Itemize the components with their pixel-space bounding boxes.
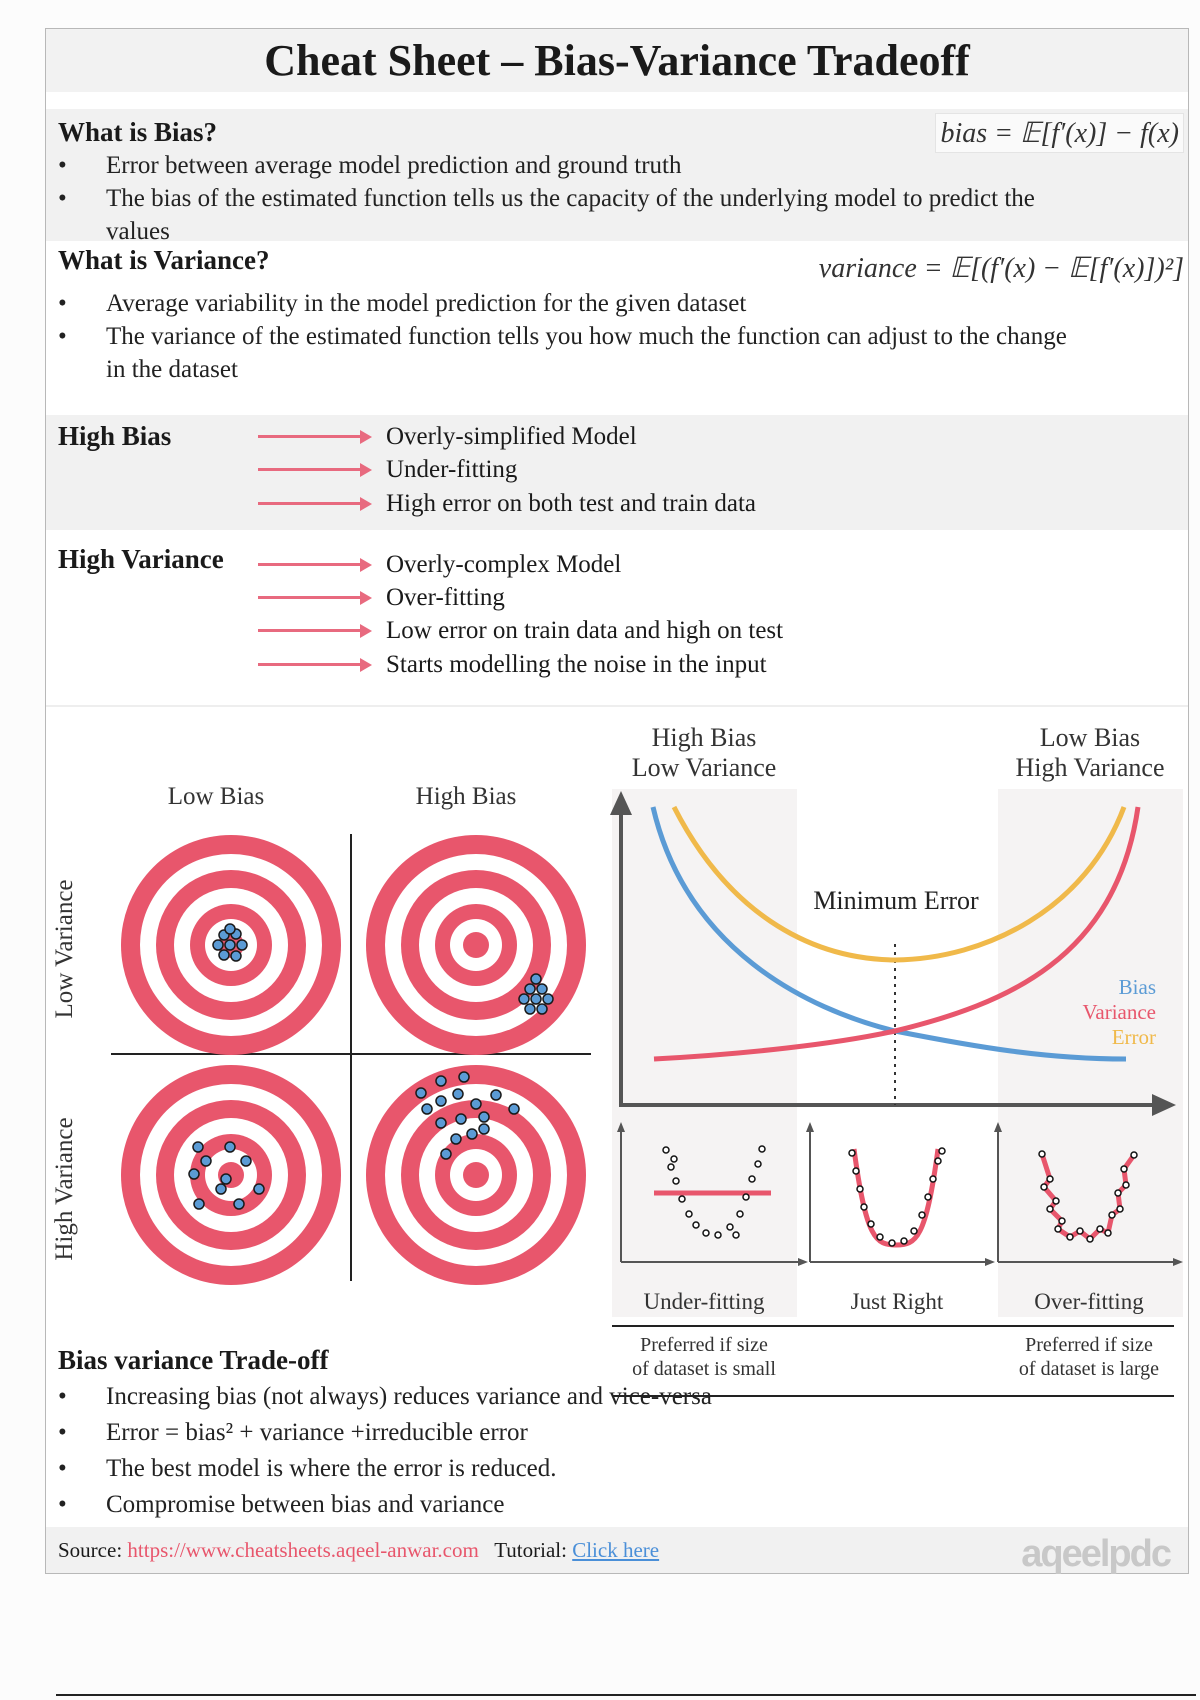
note-large-1: Preferred if size: [1025, 1334, 1153, 1356]
target-high-bias-high-variance: [366, 1065, 586, 1285]
tutorial-label: Tutorial:: [494, 1538, 567, 1562]
col-label-low-bias: Low Bias: [167, 783, 265, 810]
minimum-error-annotation: Minimum Error: [813, 886, 979, 915]
left-shade: [612, 789, 797, 1317]
arrow-icon: [258, 596, 368, 599]
tutorial-link[interactable]: Click here: [572, 1538, 660, 1562]
tradeoff-bullet: • The best model is where the error is reduced.: [58, 1451, 1118, 1487]
mini-plot-just-right: [806, 1122, 995, 1266]
legend-bias: Bias: [1118, 975, 1156, 999]
variance-bullet: • Average variability in the model prediction for the given dataset: [58, 287, 1068, 320]
variance-formula: variance = 𝔼[(f′(x) − 𝔼[f′(x)])²]: [818, 253, 1184, 284]
divider: [46, 705, 1188, 707]
tradeoff-bullets: [58, 1379, 1118, 1523]
fit-label-overfitting: Over-fitting: [1034, 1289, 1144, 1314]
variance-heading: What is Variance?: [58, 245, 270, 275]
note-small-1: Preferred if size: [640, 1334, 768, 1356]
variance-bullet: • The variance of the estimated function tells you how much the function can adjust to the change in the dataset: [58, 320, 1068, 386]
left-region-header-2: Low Variance: [631, 753, 777, 782]
high-variance-label: High Variance: [58, 544, 224, 574]
arrow-icon: [258, 563, 368, 566]
source-label: Source:: [58, 1538, 123, 1562]
arrow-icon: [258, 629, 368, 632]
tradeoff-bullet: • Increasing bias (not always) reduces variance and vice-versa: [58, 1379, 1118, 1415]
legend-variance: Variance: [1082, 1000, 1156, 1024]
fit-label-just-right: Just Right: [850, 1289, 944, 1314]
arrow-icon: [258, 468, 368, 471]
logo: aqeelpdc: [1021, 1533, 1170, 1575]
tradeoff-bullet: • Compromise between bias and variance: [58, 1487, 1118, 1523]
page-title: Cheat Sheet – Bias-Variance Tradeoff: [46, 29, 1188, 92]
arrow-icon: [258, 435, 368, 438]
arrow-icon: [258, 663, 368, 666]
note-large-2: of dataset is large: [1018, 1358, 1160, 1380]
left-region-header-1: High Bias: [651, 723, 757, 752]
bias-bullet: • The bias of the estimated function tells us the capacity of the underlying model to predict the values: [58, 182, 1068, 248]
cheat-sheet: Cheat Sheet – Bias-Variance Tradeoff What is Bias? bias = 𝔼[f′(x)] − f(x) • Error between average model prediction and ground truth • The bias of the estimated function tells us the capacity of the underlying model to predict the values What is Variance? variance = 𝔼[(f′(x) − 𝔼[f′(x)])²] • Average variability in the model prediction for the given dataset • The variance of the estimated function tells you how much the function can adjust to the change in the dataset High Bias Overly-simplified Model Under-fitting High error on both test and train data High Variance Overly-complex Model Over-fitting Low error on train data and high on test Starts modelling the noise in the input Low Bias High Bias Low Variance High Variance High Bias Low Variance Low Bias High Variance Minimum Error Bias Variance Error Under-fitting Just Right Over-fitting Preferred if size of dataset is small Preferred if size of dataset is large Bias variance Trade-off • Increasing bias (not always) reduces variance and vice-versa • Error = bias² + variance +irreducible error • The best model is where the error is reduced. • Compromise between bias and variance Source: https://www.cheatsheets.aqeel-anwar.com Tutorial: Click here aqeelpdc: [45, 28, 1189, 1574]
row-label-low-variance: Low Variance: [51, 879, 78, 1019]
fit-label-underfitting: Under-fitting: [643, 1289, 765, 1314]
page-bottom-rule: [56, 1694, 1196, 1696]
right-region-header-2: High Variance: [1015, 753, 1165, 782]
variance-bullets: [58, 287, 1068, 386]
target-high-bias-low-variance: [366, 835, 586, 1055]
legend-error: Error: [1111, 1025, 1156, 1049]
figure-panel: [46, 709, 1190, 1399]
arrow-icon: [258, 502, 368, 505]
tradeoff-bullet: • Error = bias² + variance +irreducible error: [58, 1415, 1118, 1451]
footer: [46, 1527, 1188, 1573]
source-link[interactable]: https://www.cheatsheets.aqeel-anwar.com: [127, 1538, 479, 1562]
high-bias-label: High Bias: [58, 421, 172, 451]
note-small-2: of dataset is small: [632, 1358, 776, 1380]
right-region-header-1: Low Bias: [1039, 723, 1141, 752]
target-low-bias-low-variance: [121, 835, 341, 1055]
tradeoff-heading: Bias variance Trade-off: [58, 1345, 329, 1375]
bias-bullets: [58, 149, 1068, 248]
bias-bullet: • Error between average model prediction and ground truth: [58, 149, 1068, 182]
bias-formula: bias = 𝔼[f′(x)] − f(x): [935, 113, 1184, 153]
target-low-bias-high-variance: [121, 1065, 341, 1285]
row-label-high-variance: High Variance: [51, 1117, 78, 1261]
col-label-high-bias: High Bias: [415, 783, 517, 810]
bias-heading: What is Bias?: [58, 117, 218, 147]
